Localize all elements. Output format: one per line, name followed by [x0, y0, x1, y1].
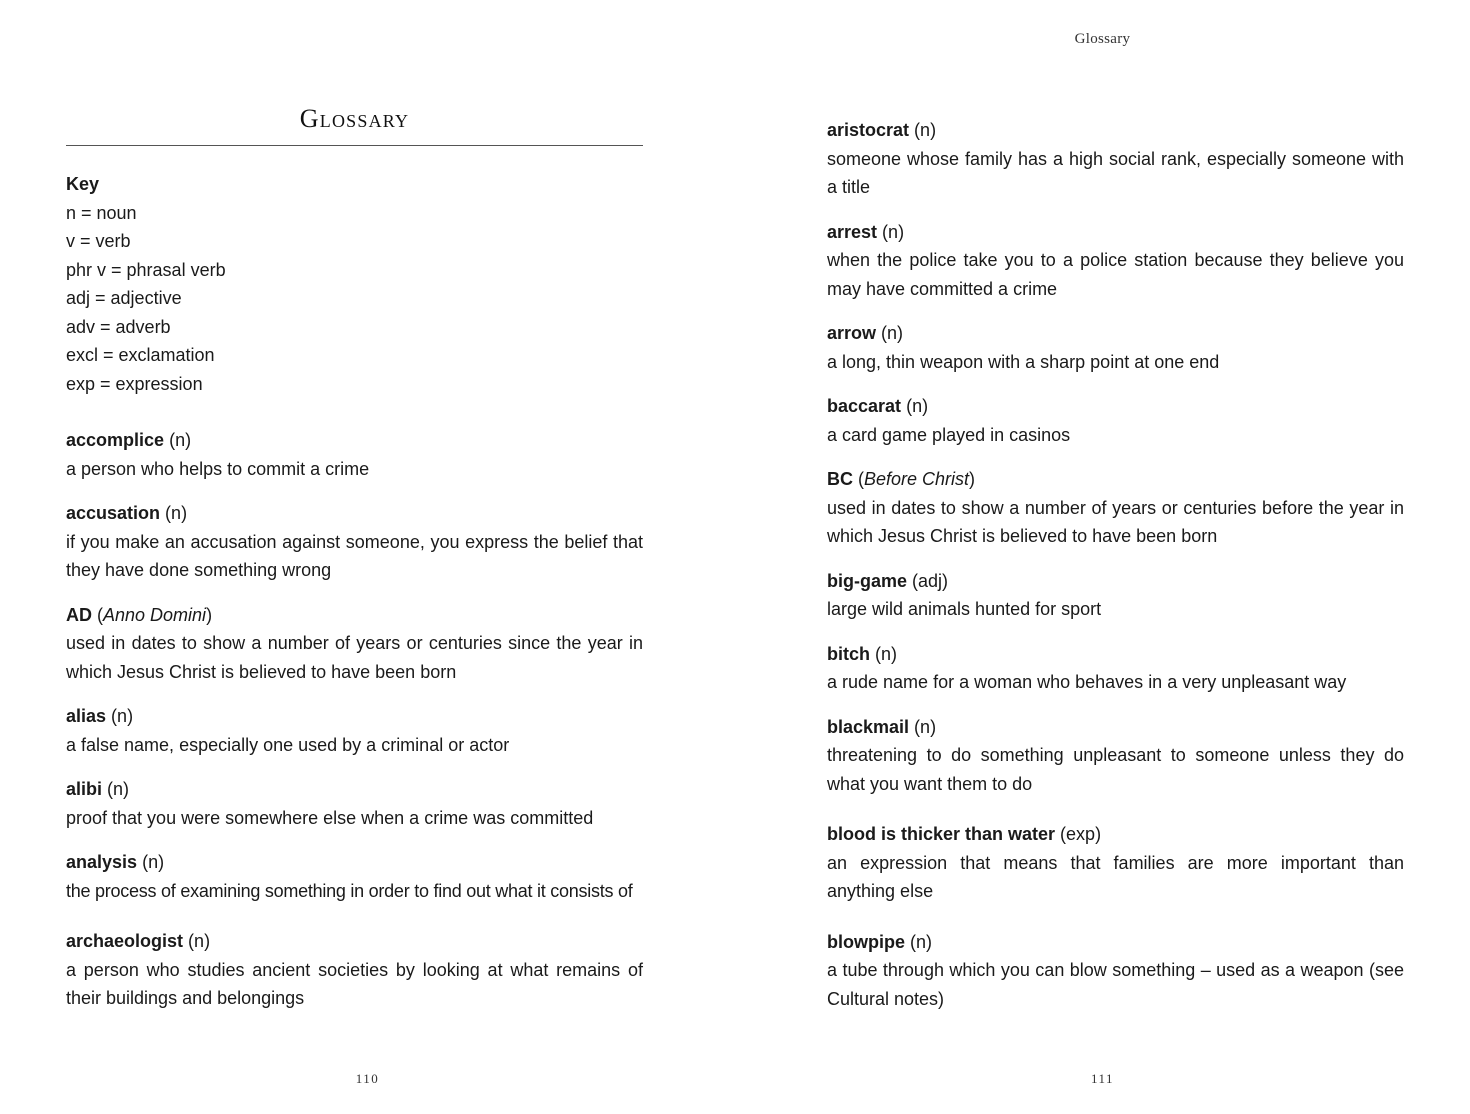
page-number: 111: [1090, 1071, 1115, 1086]
headword: alibi: [66, 779, 103, 799]
definition: a tube through which you can blow something – used as a weapon (see Cultural notes): [827, 960, 1404, 1009]
part-of-speech: n: [887, 323, 898, 343]
glossary-entry: blowpipe (n) a tube through which you can blow something – used as a weapon (see Cultural notes): [827, 928, 1404, 1014]
page-number: 110: [355, 1071, 380, 1086]
glossary-entry: big-game (adj) large wild animals hunted for sport: [827, 567, 1404, 624]
glossary-entry: analysis (n) the process of examining something in order to find out what it consists of: [66, 848, 643, 905]
definition: proof that you were somewhere else when a crime was committed: [66, 807, 594, 828]
definition: a person who studies ancient societies by looking at what remains of their buildings and belongings: [66, 959, 643, 1008]
headword: big-game: [827, 570, 908, 591]
headword: blood is thicker than water: [827, 824, 1056, 844]
part-of-speech: n: [113, 779, 124, 799]
title-rule: [66, 145, 643, 146]
glossary-entries-left: [66, 426, 643, 1029]
headword: bitch: [827, 643, 870, 664]
headword: accomplice: [66, 430, 165, 450]
expansion: Before Christ: [864, 469, 970, 489]
part-of-speech: n: [920, 716, 931, 737]
key-item: adv = adverb: [66, 316, 171, 337]
definition: when the police take you to a police station because they believe you may have committed a crime: [827, 250, 1404, 299]
headword: baccarat: [827, 396, 902, 416]
headword: analysis: [66, 852, 138, 872]
part-of-speech: n: [171, 503, 182, 523]
definition: an expression that means that families are more important than anything else: [827, 852, 1404, 901]
part-of-speech: n: [912, 396, 923, 416]
definition: threatening to do something unpleasant to someone unless they do what you want them to do: [827, 745, 1404, 794]
part-of-speech: n: [916, 931, 927, 952]
key-item: v = verb: [66, 231, 131, 251]
definition: the process of examining something in order to find out what it consists of: [66, 880, 633, 901]
definition: a person who helps to commit a crime: [66, 458, 370, 479]
part-of-speech: n: [175, 430, 186, 450]
glossary-entries-right: [827, 116, 1404, 1029]
part-of-speech: n: [881, 643, 892, 664]
glossary-entry: accusation (n) if you make an accusation against someone, you express the belief that they have done something wrong: [66, 499, 643, 585]
glossary-entry: blackmail (n) threatening to do something unpleasant to someone unless they do what you want them to do: [827, 713, 1404, 799]
glossary-entry: accomplice (n) a person who helps to commit a crime: [66, 426, 643, 483]
glossary-entry: archaeologist (n) a person who studies ancient societies by looking at what remains of their buildings and belongings: [66, 927, 643, 1013]
definition: if you make an accusation against someone, you express the belief that they have done something wrong: [66, 531, 643, 580]
right-page: [735, 0, 1470, 1114]
running-head: Glossary: [1074, 31, 1131, 47]
headword: archaeologist: [66, 931, 184, 951]
key-item: n = noun: [66, 202, 137, 223]
glossary-entry: arrest (n) when the police take you to a police station because they believe you may have committed a crime: [827, 218, 1404, 304]
page-title: Glossary: [299, 104, 410, 133]
glossary-entry: alias (n) a false name, especially one used by a criminal or actor: [66, 702, 643, 759]
part-of-speech: exp: [1066, 824, 1096, 844]
glossary-entry: BC (Before Christ) used in dates to show a number of years or centuries before the year in which Jesus Christ is believed to have been born: [827, 465, 1404, 551]
key-item: excl = exclamation: [66, 345, 215, 365]
glossary-entry: alibi (n) proof that you were somewhere else when a crime was committed: [66, 775, 643, 832]
definition: someone whose family has a high social rank, especially someone with a title: [827, 148, 1404, 197]
glossary-entry: blood is thicker than water (exp) an expression that means that families are more important than anything else: [827, 820, 1404, 906]
definition: a false name, especially one used by a criminal or actor: [66, 734, 510, 755]
glossary-entry: arrow (n) a long, thin weapon with a sharp point at one end: [827, 319, 1404, 376]
key-item: exp = expression: [66, 373, 203, 394]
glossary-entry: baccarat (n) a card game played in casinos: [827, 392, 1404, 449]
glossary-entry: bitch (n) a rude name for a woman who behaves in a very unpleasant way: [827, 640, 1404, 697]
part-of-speech: n: [888, 221, 899, 242]
part-of-speech: n: [194, 931, 205, 951]
headword: BC: [827, 469, 853, 489]
headword: accusation: [66, 503, 161, 523]
definition: used in dates to show a number of years or centuries since the year in which Jesus Christ is believed to have been born: [66, 633, 643, 682]
key-heading: Key: [66, 174, 100, 194]
definition: large wild animals hunted for sport: [827, 599, 1102, 619]
headword: arrow: [827, 323, 877, 343]
key-item: phr v = phrasal verb: [66, 259, 226, 280]
part-of-speech: n: [920, 120, 931, 140]
glossary-entry: aristocrat (n) someone whose family has a high social rank, especially someone with a title: [827, 116, 1404, 202]
definition: a card game played in casinos: [827, 424, 1071, 445]
part-of-speech: adj: [918, 570, 943, 591]
definition: a rude name for a woman who behaves in a very unpleasant way: [827, 672, 1347, 692]
definition: a long, thin weapon with a sharp point at one end: [827, 351, 1220, 372]
part-of-speech: n: [117, 706, 128, 726]
headword: blowpipe: [827, 931, 905, 952]
headword: blackmail: [827, 716, 910, 737]
headword: aristocrat: [827, 120, 910, 140]
definition: used in dates to show a number of years or centuries before the year in which Jesus Christ is believed to have been born: [827, 497, 1404, 546]
part-of-speech: n: [148, 852, 159, 872]
expansion: Anno Domini: [103, 604, 207, 625]
glossary-entry: AD (Anno Domini) used in dates to show a number of years or centuries since the year in which Jesus Christ is believed to have been born: [66, 601, 643, 687]
headword: AD: [66, 604, 92, 625]
key-item: adj = adjective: [66, 288, 182, 308]
headword: alias: [66, 706, 107, 726]
headword: arrest: [827, 221, 878, 242]
key-section: [66, 170, 643, 398]
